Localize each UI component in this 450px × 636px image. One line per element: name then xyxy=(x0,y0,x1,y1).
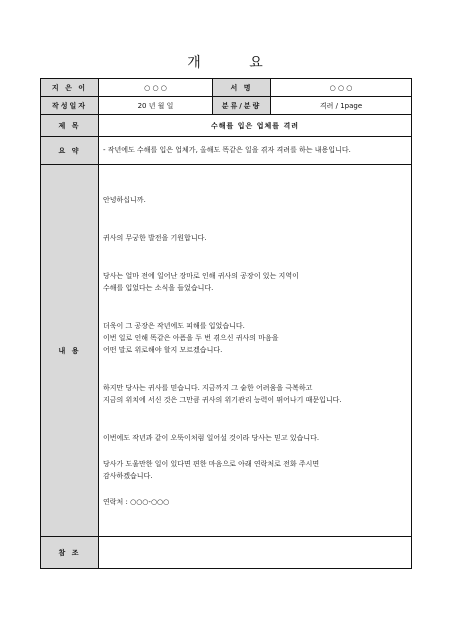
category-label: 분류/분량 xyxy=(213,97,271,115)
content-paragraph-trust: 하지만 당사는 귀사를 믿습니다. 지금까지 그 숱한 어려움을 극복하고 지금의 위치에 서신 것은 그만큼 귀사의 위기관리 능력이 뛰어나기 때문입니다. xyxy=(103,383,342,404)
subject-label: 제 목 xyxy=(41,115,99,137)
sign-value: ○ ○ ○ xyxy=(271,79,412,97)
subject-value: 수해를 입은 업체를 격려 xyxy=(99,115,412,137)
author-row xyxy=(41,79,412,97)
content-body xyxy=(99,165,412,537)
sign-label: 서 명 xyxy=(213,79,271,97)
summary-label: 요 약 xyxy=(41,137,99,165)
content-paragraph-greeting: 안녕하십니까. xyxy=(103,195,146,204)
summary-row xyxy=(41,137,412,165)
author-value: ○ ○ ○ xyxy=(99,79,213,97)
content-paragraph-offer: 당사가 도울만한 일이 있다면 편한 마음으로 아래 연락처로 전화 주시면 감사하겠습니다. xyxy=(103,459,320,480)
content-paragraph-contact: 연락처 : ○○○-○○○ xyxy=(103,497,170,506)
reference-label: 참 조 xyxy=(41,537,99,569)
overview-form-table xyxy=(40,78,412,569)
date-value: 20 년 월 일 xyxy=(99,97,213,115)
content-paragraph-news: 당사는 얼마 전에 일어난 장마로 인해 귀사의 공장이 있는 지역이 수해를 입었다는 소식을 들었습니다. xyxy=(103,271,299,292)
category-value: 격려 / 1page xyxy=(271,97,412,115)
date-label: 작성일자 xyxy=(41,97,99,115)
content-paragraph-wish: 귀사의 무궁한 발전을 기원합니다. xyxy=(103,233,207,242)
document-title: 개 요 xyxy=(187,55,285,71)
reference-value xyxy=(99,537,412,569)
content-paragraph-belief: 이번에도 작년과 같이 오뚝이처럼 일어설 것이라 당사는 믿고 있습니다. xyxy=(103,433,320,442)
date-row xyxy=(41,97,412,115)
reference-row xyxy=(41,537,412,569)
summary-value: - 작년에도 수해를 입은 업체가, 올해도 똑같은 일을 겪자 격려를 하는 내용입니다. xyxy=(99,137,412,165)
content-paragraph-sympathy: 더욱이 그 공장은 작년에도 피해를 입었습니다. 이번 일로 인해 똑같은 아픔을 두 번 겪으신 귀사의 마음을 어떤 말로 위로해야 할지 모르겠습니다. xyxy=(103,321,279,354)
content-label: 내 용 xyxy=(41,165,99,537)
subject-row xyxy=(41,115,412,137)
content-row xyxy=(41,165,412,537)
author-label: 지 은 이 xyxy=(41,79,99,97)
